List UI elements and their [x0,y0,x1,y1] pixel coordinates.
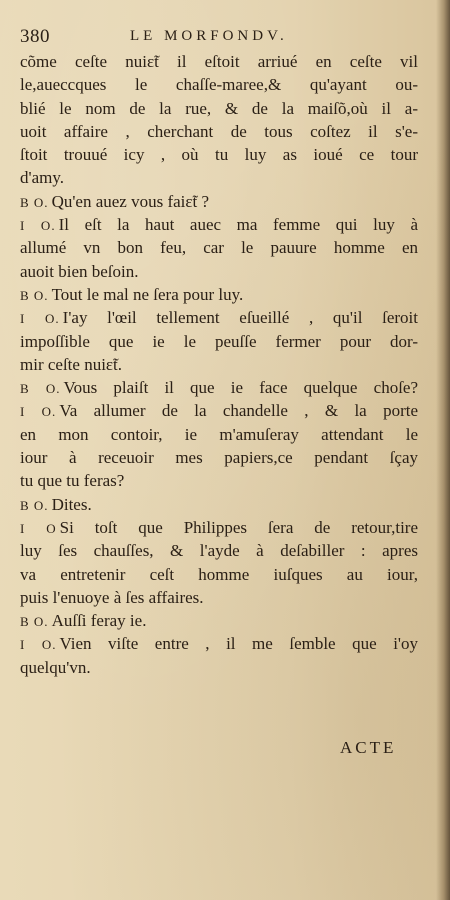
text-line [20,446,418,469]
line-text: blié le nom de la rue, & de la maiſõ,où il a- [20,98,418,118]
line-text: Va allumer de la chandelle , & la porte [59,401,418,421]
speaker-label: B O. [20,381,61,397]
text-line [20,399,418,422]
line-text: Qu'en auez vous faiɛ̃t ? [51,191,210,211]
text-line [20,97,418,120]
text-line [20,376,418,399]
page-number: 380 [20,26,50,47]
line-text: Il eſt la haut auec ma femme qui luy à [58,215,418,235]
text-line [20,73,418,96]
text-line [20,469,418,492]
speaker-label: B O. [20,194,49,210]
text-line [20,423,418,446]
line-text: tu que tu feras? [20,471,125,491]
line-text: mir ceſte nuiɛ̃t. [20,354,123,374]
line-text: allumé vn bon feu, car le pauure homme en [20,238,418,258]
line-text: Dites. [51,494,92,514]
line-text: Tout le mal ne ſera pour luy. [51,284,244,304]
line-text: ſtoit trouué icy , où tu luy as ioué ce tour [20,145,418,165]
text-line [20,493,418,516]
line-text: quelqu'vn. [20,657,91,677]
text-line [20,563,418,586]
text-line [20,609,418,632]
speaker-label: B O. [20,497,49,513]
text-line [20,143,418,166]
text-line [20,190,418,213]
text-line [20,283,418,306]
speaker-label: I O. [20,218,56,234]
line-text: le,aueccques le chaſſe-maree,& qu'ayant ou- [20,75,418,95]
text-line [20,166,418,189]
line-text: I'ay l'œil tellement eſueillé , qu'il ſeroit [62,308,418,328]
speaker-label: I O. [20,637,57,653]
line-text: puis l'enuoye à ſes affaires. [20,587,204,607]
speaker-label: I O [20,520,57,536]
text-line [20,213,418,236]
text-line [20,632,418,655]
text-line [20,516,418,539]
text-line [20,330,418,353]
text-block [20,50,418,679]
line-text: iour à receuoir mes papiers,ce pendant ſçay [20,448,418,468]
line-text: en mon contoir, ie m'amuſeray attendant le [20,424,418,444]
speaker-label: B O. [20,614,49,630]
line-text: Vous plaiſt il que ie face quelque choſe? [63,378,418,398]
speaker-label: B O. [20,287,49,303]
speaker-label: I O. [20,311,60,327]
text-line [20,353,418,376]
line-text: Vien viſte entre , il me ſemble que i'oy [59,634,418,654]
line-text: uoit affaire , cherchant de tous coſtez il s'e- [20,121,418,141]
line-text: luy ſes chauſſes, & l'ayde à deſabiller : apres [20,541,418,561]
text-line [20,260,418,283]
text-line [20,236,418,259]
text-line [20,586,418,609]
line-text: va entretenir ceſt homme iuſques au iour, [20,564,418,584]
text-line [20,539,418,562]
line-text: auoit bien beſoin. [20,261,139,281]
line-text: Si toſt que Philippes ſera de retour,tire [59,517,418,537]
line-text: d'amy. [20,168,64,188]
text-line [20,306,418,329]
line-text: impoſſible que ie le peuſſe fermer pour dor- [20,331,418,351]
text-line [20,656,418,679]
line-text: cõme ceſte nuiɛ̃t il eſtoit arriué en ceſte vil [20,52,418,71]
page-gutter-shadow [436,0,450,900]
speaker-label: I O. [20,404,57,420]
line-text: Auſſi feray ie. [51,611,147,631]
text-line [20,50,418,73]
text-line [20,120,418,143]
page-header [20,26,420,50]
catchword: ACTE [340,738,397,757]
running-head: LE MORFONDV. [130,28,288,44]
